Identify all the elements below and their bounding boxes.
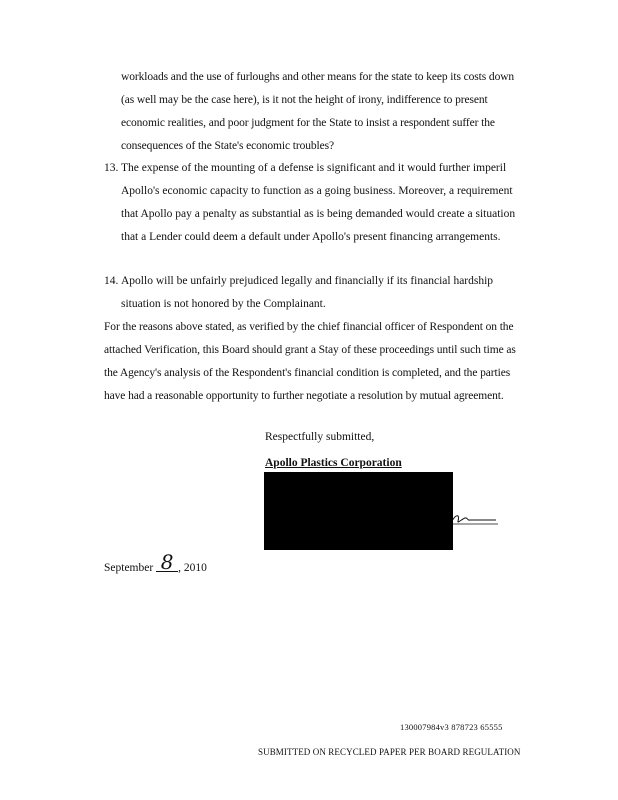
signature-company: Apollo Plastics Corporation (265, 457, 402, 469)
list-item-14 (104, 270, 524, 316)
item-text: The expense of the mounting of a defense is significant and it would further imperil Apollo's economic capacity to function as a going business. Moreover, a requirement that Apollo pay a penalty as substantial as is being demanded would create a situation that a Lender could deem a default under Apollo's present financing arrangements. (121, 162, 516, 243)
list-item-13 (104, 157, 524, 249)
closing-paragraph: For the reasons above stated, as verified by the chief financial officer of Respondent on the attached Verification, this Board should grant a Stay of these proceedings until such time as the Agency's analysis of the Respondent's financial condition is completed, and the parties have had a reasonable opportunity to further negotiate a resolution by mutual agreement. (104, 321, 516, 402)
redaction-block (264, 472, 453, 550)
date-line (104, 550, 207, 574)
signature-scribble (450, 510, 500, 530)
date-month: September (104, 562, 154, 574)
recycled-paper-note: SUBMITTED ON RECYCLED PAPER PER BOARD REGULATION (258, 747, 521, 757)
item-number: 14. (104, 275, 119, 287)
document-code: 130007984v3 878723 65555 (400, 722, 503, 732)
date-day-handwritten: 8 (156, 557, 178, 568)
signature-closing: Respectfully submitted, (265, 431, 375, 443)
item-number: 13. (104, 162, 119, 174)
date-year: , 2010 (178, 562, 207, 574)
item-text: Apollo will be unfairly prejudiced legally and financially if its financial hardship situation is not honored by the Complainant. (121, 275, 494, 310)
continued-paragraph: workloads and the use of furloughs and other means for the state to keep its costs down (as well may be the case here), is it not the height of irony, indifference to present economic realities, and poor judgment for the State to insist a respondent suffer the consequences of the State's economic troubles? (121, 71, 515, 152)
